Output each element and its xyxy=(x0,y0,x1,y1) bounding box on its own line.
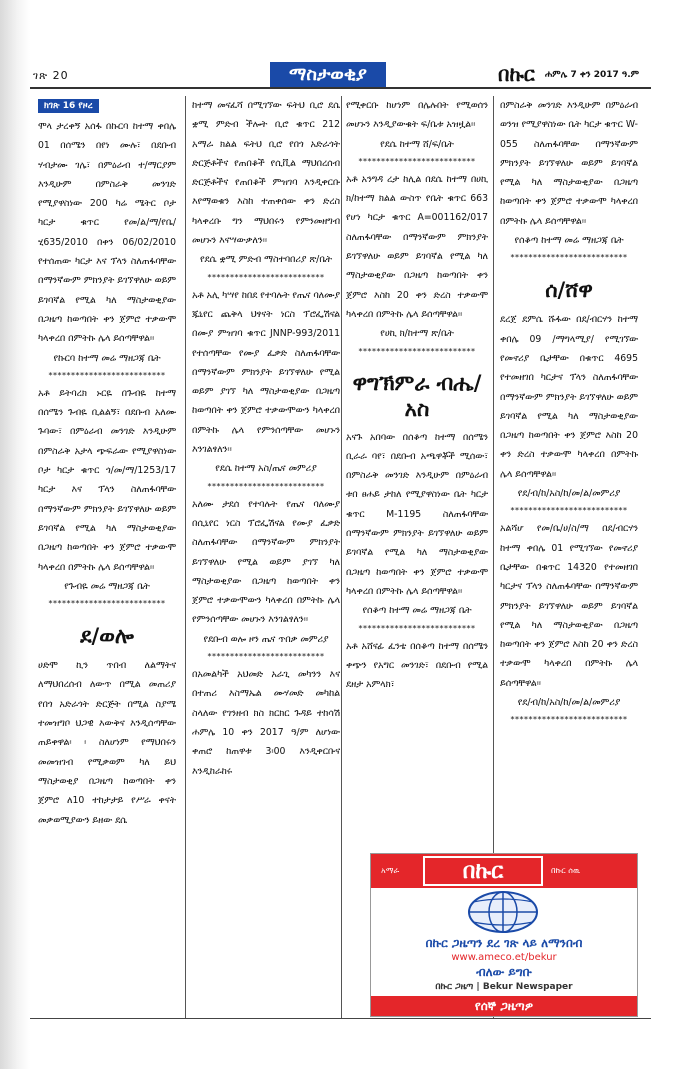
notice-signature: የደ/ብ/ከ/አስ/ከ/መ/ል/መምሪያ xyxy=(517,488,621,500)
region-heading: ዋግኽምራ ብሔ/ አስ xyxy=(352,370,482,421)
notice-text: አናጉ አበባው በሰቆጣ ከተማ በሰሜን ቢራራ ባየ፣ በደቡብ አጫዋቾች ሚሰው፣ በምስራቅ መንገድ እንዲሁም በምዕራብ ቱበ ፀሐይ ታከለ የሚያዋስነው ቤት ካርታ ቁጥር M-1195 ስለጠፋባቸው በማንኛውም ምክንያት ይገኘዋለሁ ወይም ይገባኛል የሚል ካለ ማስታወቂያው በጋዜጣ ከወጣበት ቀን ጀምሮ ተቃውሞ ካላቀረበ በምትኩ ሌላ ይሰጣቸዋል፡፡ xyxy=(346,431,488,597)
ad-monday-paper-band: የሰኞ ጋዜጣዎ xyxy=(371,996,637,1016)
separator: ************************** xyxy=(48,599,166,609)
notice-signature: የደ/ብ/ከ/አስ/ከ/መ/ል/መምሪያ xyxy=(517,697,621,709)
notice-text: ሀድሞ ኪን ጥበብ ለልማትና ለማህበረሰብ ለውጥ በሚል መጠሪያ የበጎ አድራጎት ድርጅት በሚል ስያሜ ተመዝግቦ ህጋዊ እውቅና እንዲሰጣቸው ጠይቀዋል፡ ፡ ስለሆነም የማህበሩን መመዝገብ የሚቃወም ካለ ይህ ማስታወቂያ በጋዜጣ ከወጣበት ቀን ጀምሮ ለ10 ተከታታይ የሥራ ቀናት መቃወሚያውን ይዘው ደሴ xyxy=(38,660,176,826)
notice-signature: የደሴ ቋሚ ምድብ ማስተባበሪያ ጽ/ቤት xyxy=(199,254,333,266)
notice-text: አቶ አንግዳ ረታ ከሊል በደሴ ከተማ በሀኪ ክ/ከተማ ክልል ውስጥ የቤት ቁጥር 663 የሆነ ካርታ ቁጥር A=001162/017 ስለጠፋባቸው በማንኛውም ምክንያት ይገኘዋለሁ ወይም ይገባኛል የሚል ካለ ማስታወቂያው በጋዜጣ ከወጣበት ቀን ጀምሮ እስከ 20 ቀን ድረስ ተቃውሞ ካላቀረበ በምትኩ ሌላ ይሰጣቸዋል፡፡ xyxy=(346,173,488,320)
separator: ************************** xyxy=(48,370,166,380)
header-divider xyxy=(30,87,651,89)
ad-read-online-text: በኩር ጋዜጣን ደረ ገጽ ላይ ለማንበብ xyxy=(425,936,583,950)
separator: ************************** xyxy=(510,506,628,516)
notice-text: አልሻሆ የመ/ቤ/ሀ/ስ/ማ በደ/ብርሃን ከተማ ቀበሌ 01 የሚገኘው የመኖሪያ ቤታቸው በቁጥር 14320 የተመዘገበ ካርታና ፕላን ስለጠፋባቸው በማንኛውም ምክንያት ይገኘዋለሁ ወይም ይገባኛል የሚል ካለ ማስታወቂያው በጋዜጣ ከወጣበት ቀን ጀምሮ እስከ 20 ቀን ድረስ ተቃውሞ ካላቀረበ በምትኩ ሌላ ይሰጣቸዋል፡፡ xyxy=(500,523,638,689)
column-4 xyxy=(500,96,638,728)
notice-signature: የደቡብ ወሎ ዞን ጤና ጥበቃ መምሪያ xyxy=(203,633,329,645)
separator: ************************** xyxy=(358,156,476,166)
notice-signature: የኩርባ ከተማ መሬ ማዘጋጃ ቤት xyxy=(53,352,161,364)
ad-left-label: አማራ xyxy=(381,866,400,875)
separator: ************************** xyxy=(358,623,476,633)
newspaper-logo: በኩር xyxy=(498,62,535,86)
column-2 xyxy=(192,96,340,781)
notice-text: በአመልካች አህመድ አራጊ መካንን እና በተጠሪ እስማኤል ሙሃመድ መካከል ስላለው የገንዘብ ክስ ክርክር ጉዳይ ተከሳሽ ሐምሌ 10 ቀን 2017 ዓ/ም ለሆነው ቀጠሮ ከጠዋቱ 3፡00 እንዲቀርቡና እንዲከራከሩ xyxy=(192,669,340,777)
region-heading: ሰ/ሸዋ xyxy=(545,278,593,303)
column-1 xyxy=(38,96,176,830)
separator: ************************** xyxy=(510,253,628,263)
continued-tag: ክገጽ 16 የዞረ xyxy=(38,99,99,113)
region-heading: ደ/ወሎ xyxy=(80,624,134,649)
notice-text: አለሙ ታደሰ የተባሉት የጤና ባለሙያ በሲኒየር ነርስ ፕሮፌሽናል የሙያ ፈቃድ ስለጠፋባቸው በማንኛውም ምክንያት ይገኘዋለሁ የሚል ወይም ያገኘ ካለ ማስታወቂያው በጋዜጣ ከወጣበት ቀን ጀምሮ ተቃውሞውን ካላቀረበ በምትኩ ሌላ የምንሰጣቸው መሆኑን እንገልፃለን፡፡ xyxy=(192,498,340,626)
notice-text: ሞላ ታረቀኝ አሰፋ በኩርባ ከተማ ቀበሌ 01 በሰሜን በየነ ሙሉ፣ በደቡብ ሃብታሙ ገሌ፣ በምዕራብ ተ/ማርያም እንዲሁም በምስራቅ መንገድ የሚያዋስነው 200 ካሬ ሜትር ቦታ ካርታ ቁጥር የመ/ል/ማ/የቤ/ሂ635/2010 በቀን 06/02/2010 የተሰጠው ካርታ እና ፕላን ስለጠፋባቸው በማንኛውም ምክንያት ይገኘዋለሁ ወይም ይገባኛል የሚል ካለ ማስታወቂያው በጋዜጣ ከወጣበት ቀን ጀምሮ ተቃውሞ ካላቀረበ በምትኩ ሌላ ይሰጣቸዋል፡፡ xyxy=(38,121,176,345)
column-3 xyxy=(346,96,488,694)
separator: ************************** xyxy=(207,652,325,662)
notice-text: በምስራቅ መንገድ እንዲሁም በምዕራብ ወንዝ የሚያዋስነው ቤት ካርታ ቁጥር W-055 ስለጠፋባቸው በማንኛውም ምክንያት ይገኘዋለሁ ወይም ይገባኛል የሚል ካለ ማስታወቂያው በጋዜጣ ከወጣበት ቀን ጀምሮ ተቃውሞ ካላቀረበ በምትኩ ሌላ ይሰጣቸዋል፡፡ xyxy=(500,100,638,227)
separator: ************************** xyxy=(207,481,325,491)
issue-date: ሐምሌ 7 ቀን 2017 ዓ.ም xyxy=(545,70,640,80)
notice-text: ደረጀ ደምሴ ሹፋው በደ/ብርሃን ከተማ ቀበሌ 09 /ማግላሚያ/ የሚገኘው የመኖሪያ ቤታቸው በቁጥር 4695 የተመዘገበ ካርታና ፕላን ስለጠፋባቸው በማንኛውም ምክንያት ይገኘዋለሁ ወይም ይገባኛል የሚል ካለ ማስታወቂያው በጋዜጣ ከወጣበት ቀን ጀምሮ እስከ 20 ቀን ድረስ ተቃውሞ ካላቀረበ በምትኩ ሌላ ይሰጣቸዋል፡፡ xyxy=(500,314,638,480)
notice-text: አቶ አሊ ካሣየ ከበደ የተባሉት የጤና ባለሙያ ጁኒየር ጨቅላ ህፃናት ነርስ ፕሮፌሽናል በሙያ ምዝገባ ቁጥር JNNP-993/2011 የተሰጣቸው የሙያ ፈቃድ ስለጠፋባቸው በማንኛውም ምክንያት ይገኘዋለሁ የሚል ወይም ያገኘ ካለ ማስታወቂያው በጋዜጣ ከወጣበት ቀን ጀምሮ ተቃውሞውን ካላቀረበ በምትኩ ሌላ የምንሰጣቸው መሆኑን እንገልፃለን፡፡ xyxy=(192,289,340,456)
column-divider xyxy=(341,96,342,1018)
notice-signature: የጉብዬ መሬ ማዘጋጃ ቤት xyxy=(64,580,150,592)
column-divider xyxy=(185,96,186,1018)
ad-header-band xyxy=(371,854,637,888)
page-number: ገጽ 20 xyxy=(33,69,69,82)
separator: ************************** xyxy=(358,346,476,356)
ad-visit-text: ብለው ይግቡ xyxy=(476,965,532,979)
ad-newspaper-name: በኩር ጋዜጣ | Bekur Newspaper xyxy=(435,982,573,992)
ad-right-label: በኩር ሰዉ xyxy=(551,866,580,875)
ad-url-link[interactable]: www.ameco.et/bekur xyxy=(451,952,557,963)
notice-text: የሚቀርቡ ከሆነም በሌሉበት የሚወሰን መሆኑን እንዲያውቁት ፍ/ቤቱ አዝዟል፡፡ xyxy=(346,100,488,131)
footer-divider xyxy=(30,1018,651,1019)
notice-signature: የሰቆጣ ከተማ መሬ ማዘጋጃ ቤት xyxy=(362,605,472,617)
globe-icon xyxy=(467,890,539,934)
ad-brand-logo: በኩር xyxy=(423,856,543,886)
notice-signature: የደሴ ከተማ ሸ/ፍ/ቤት xyxy=(380,138,454,150)
section-title: ማስታወቂያ xyxy=(270,62,386,88)
notice-signature: የሀኪ ክ/ከተማ ጽ/ቤት xyxy=(380,328,454,340)
notice-text: አቶ ይትባረክ ኑርዬ በጉብዬ ከተማ በሰሜን ጉብዬ ቢልልኝ፣ በደቡብ አለሙ ጉባው፣ በምዕራብ መንገድ እንዲሁም በምስራቅ አታላ ጭፍራው የሚያዋስነው ቦታ ካርታ ቁጥር ጎ/መ/ማ/1253/17 ካርታ እና ፕላን ስለጠፋባቸው በማንኛውም ምክንያት ይገኘዋለሁ ወይም ይገባኛል የሚል ካለ ማስታወቂያው በጋዜጣ ከወጣበት ቀን ጀምሮ ተቃውሞ ካላቀረበ በምትኩ ሌላ ይሰጣቸዋል፡፡ xyxy=(38,387,176,573)
notice-text: ከተማ መናፈሻ በሚገኘው ፍትህ ቢሮ ደሴ ቋሚ ምድብ ችሎት ቢሮ ቁጥር 212 አማራ ክልል ፍትህ ቢሮ የበጎ አድራጎት ድርጅቶችና የጠበቆች የሲቪል ማህበረሰብ ድርጅቶችና የጠበቆች ምዝገባ እንዲቀርቡ እየማወቁን እስከ ተጠቀሰው ቀን ድረስ ካላቀረቡ ግን ማህበሩን የምንመዘግብ መሆኑን እናሣውቃለን፡፡ xyxy=(192,100,340,247)
separator: ************************** xyxy=(510,715,628,725)
notice-signature: የሰቆጣ ከተማ መሬ ማዘጋጃ ቤት xyxy=(514,235,624,247)
notice-signature: የደሴ ከተማ አስ/ጤና መምሪያ xyxy=(215,463,317,475)
separator: ************************** xyxy=(207,272,325,282)
notice-text: አቶ አሸናፊ ፈንቴ በሰቆጣ ከተማ በሰሜን ቀጭን የአግር መንገድ፣ በደቡብ የሚል ደዘታ አምላክ፣ xyxy=(346,640,488,691)
bekur-advertisement xyxy=(370,853,638,1017)
